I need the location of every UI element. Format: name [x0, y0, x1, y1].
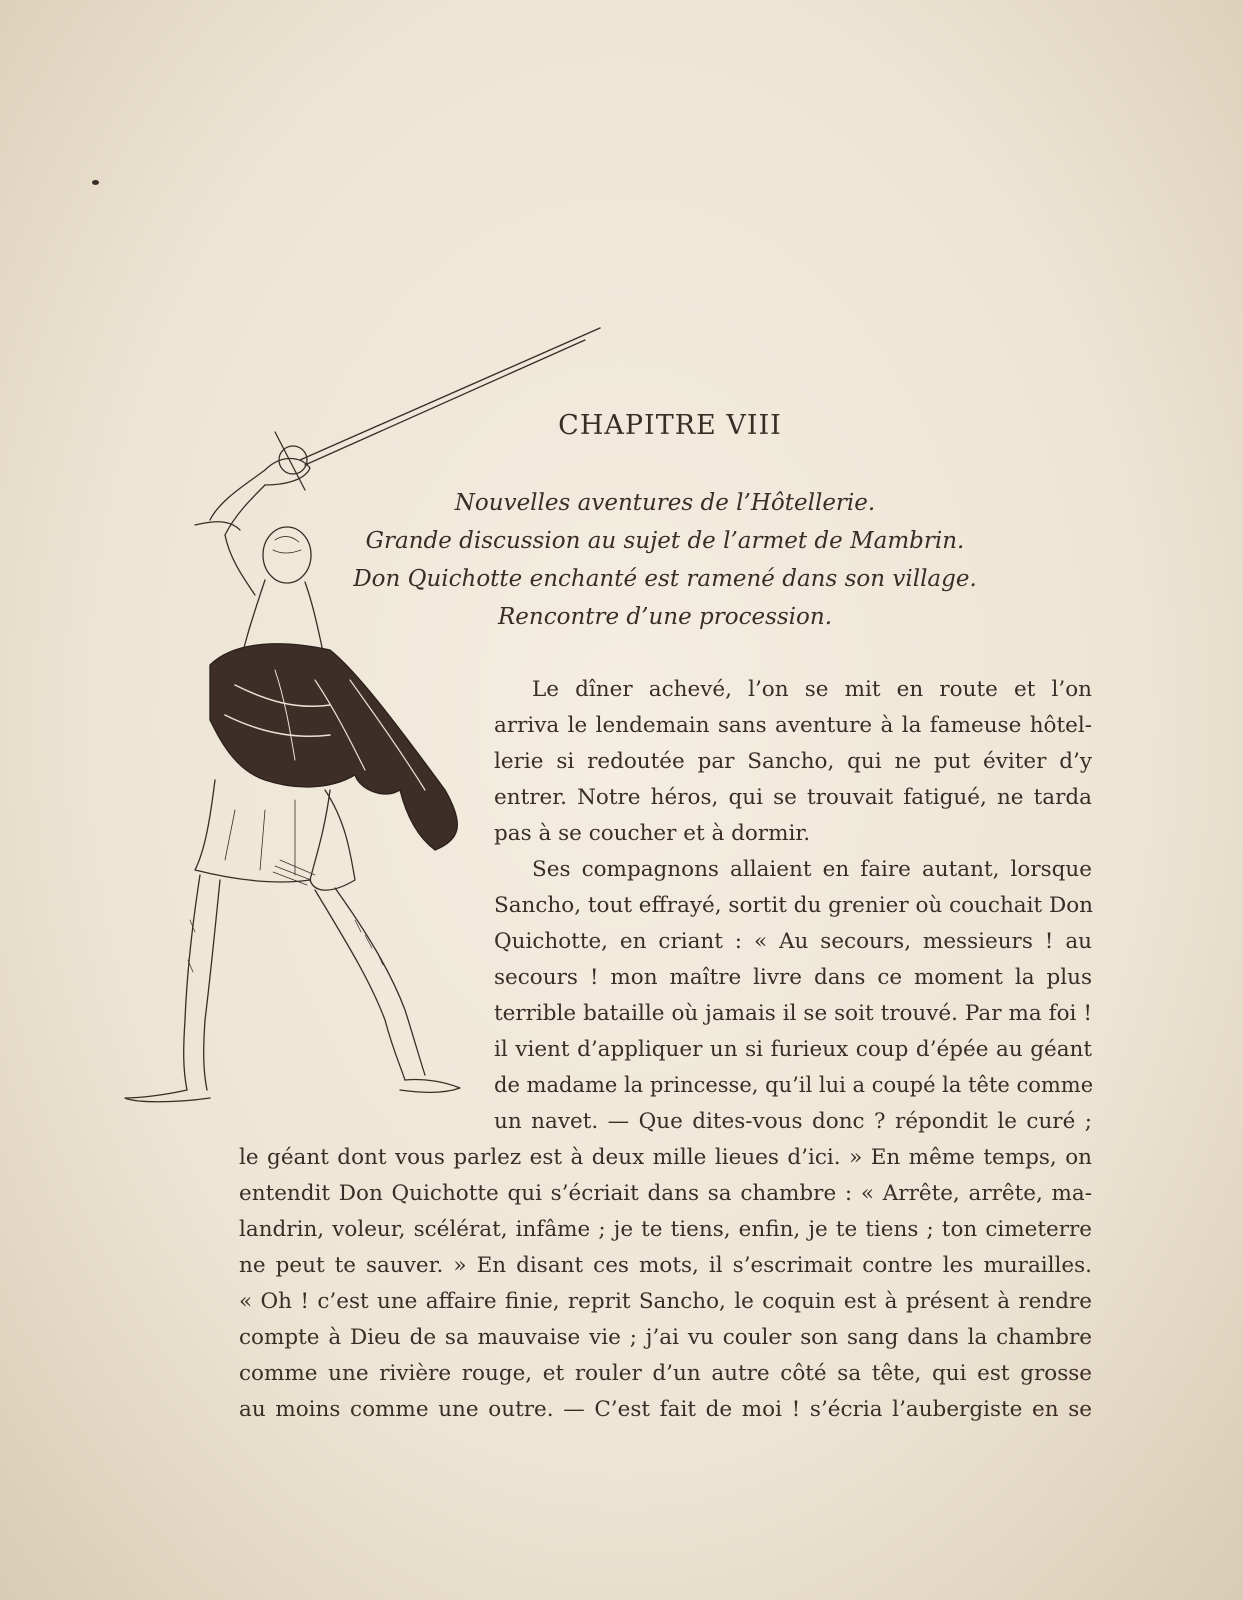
- body-line: lerie si redoutée par Sancho, qui ne put éviter d’y: [494, 749, 1092, 774]
- body-line: ne peut te sauver. » En disant ces mots, il s’escrimait contre les murailles.: [239, 1253, 1092, 1278]
- body-line: il vient d’appliquer un si furieux coup d’épée au géant: [494, 1037, 1092, 1062]
- ink-speck: [92, 180, 99, 185]
- body-line: Ses compagnons allaient en faire autant, lorsque: [532, 857, 1092, 882]
- chapter-title: CHAPITRE VIII: [558, 410, 782, 441]
- summary-line: Grande discussion au sujet de l’armet de Mambrin.: [365, 528, 965, 554]
- body-line: comme une rivière rouge, et rouler d’un autre côté sa tête, qui est grosse: [239, 1361, 1092, 1386]
- body-line: arriva le lendemain sans aventure à la fameuse hôtel-: [494, 713, 1092, 738]
- body-line: landrin, voleur, scélérat, infâme ; je te tiens, enfin, je te tiens ; ton cimeterre: [239, 1217, 1092, 1242]
- body-line: secours ! mon maître livre dans ce moment la plus: [494, 965, 1092, 990]
- body-line: le géant dont vous parlez est à deux mille lieues d’ici. » En même temps, on: [239, 1145, 1092, 1170]
- body-line: terrible bataille où jamais il se soit trouvé. Par ma foi !: [494, 1001, 1092, 1026]
- body-line: « Oh ! c’est une affaire finie, reprit Sancho, le coquin est à présent à rendre: [239, 1289, 1092, 1314]
- body-line: compte à Dieu de sa mauvaise vie ; j’ai vu couler son sang dans la chambre: [239, 1325, 1092, 1350]
- chapter-summary: [340, 484, 990, 636]
- body-line: entrer. Notre héros, qui se trouvait fatigué, ne tarda: [494, 785, 1092, 810]
- body-line: Quichotte, en criant : « Au secours, messieurs ! au: [494, 929, 1092, 954]
- body-line: pas à se coucher et à dormir.: [494, 821, 811, 846]
- summary-line: Don Quichotte enchanté est ramené dans son village.: [353, 566, 977, 592]
- body-line: Sancho, tout effrayé, sortit du grenier où couchait Don: [494, 893, 1093, 918]
- body-line: au moins comme une outre. — C’est fait de moi ! s’écria l’aubergiste en se: [239, 1397, 1092, 1422]
- body-line: entendit Don Quichotte qui s’écriait dans sa chambre : « Arrête, arrête, ma-: [239, 1181, 1092, 1206]
- summary-line: Rencontre d’une procession.: [497, 604, 833, 630]
- summary-line: Nouvelles aventures de l’Hôtellerie.: [454, 490, 876, 516]
- body-line: un navet. — Que dites-vous donc ? répondit le curé ;: [494, 1109, 1092, 1134]
- body-line: Le dîner achevé, l’on se mit en route et l’on: [532, 677, 1092, 702]
- body-line: de madame la princesse, qu’il lui a coupé la tête comme: [494, 1073, 1094, 1097]
